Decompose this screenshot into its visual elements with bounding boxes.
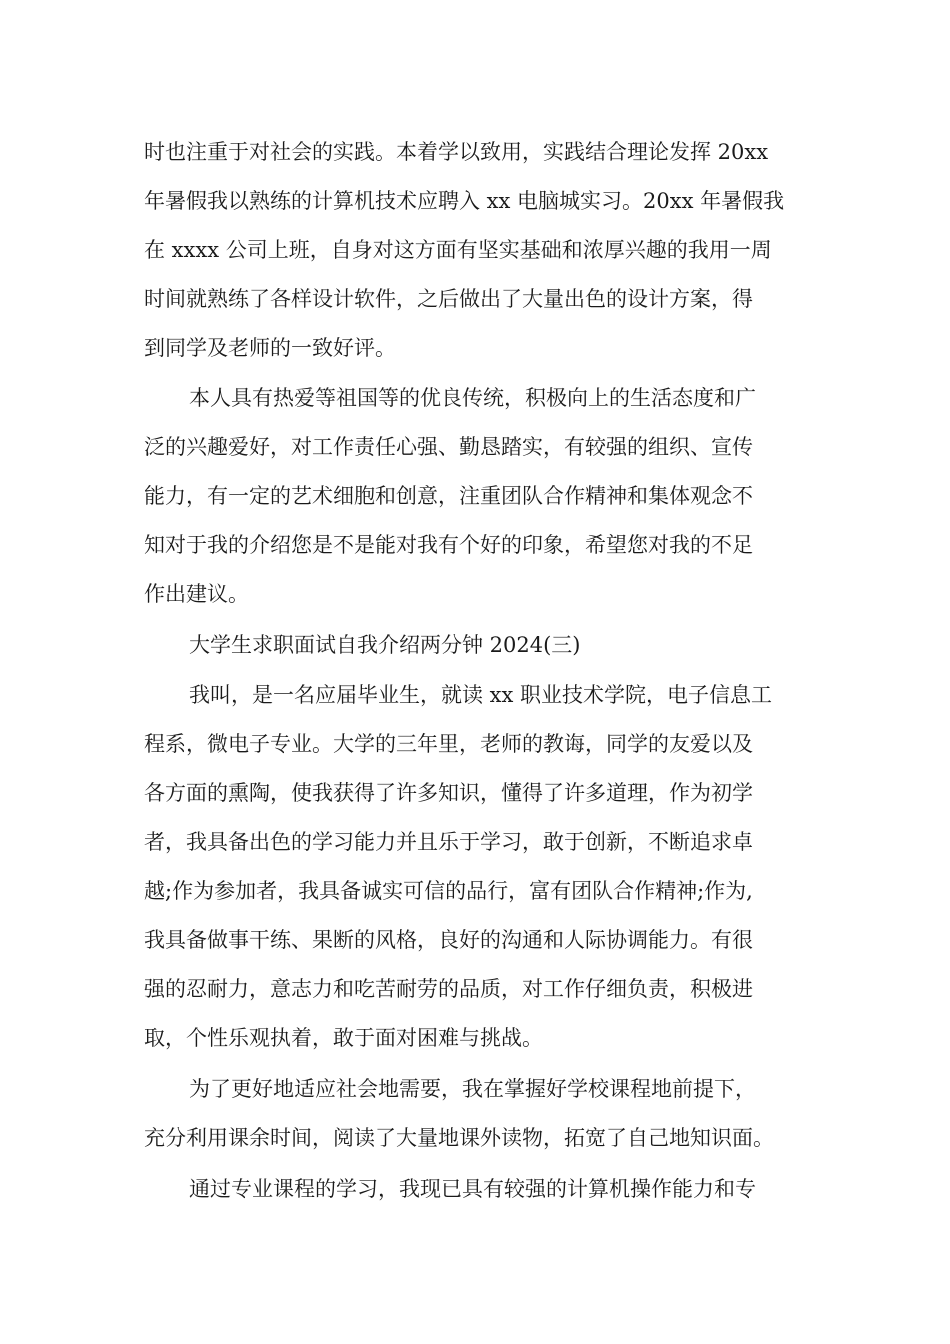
text-line: 强的忍耐力，意志力和吃苦耐劳的品质，对工作仔细负责，积极进 <box>144 977 753 1001</box>
text-line: 在 xxxx 公司上班，自身对这方面有坚实基础和浓厚兴趣的我用一周 <box>144 238 772 262</box>
text-line: 越;作为参加者，我具备诚实可信的品行，富有团队合作精神;作为, <box>144 879 753 903</box>
text-line: 各方面的熏陶，使我获得了许多知识，懂得了许多道理，作为初学 <box>144 781 753 805</box>
paragraph-first-line: 我叫，是一名应届毕业生，就读 xx 职业技术学院，电子信息工 <box>189 683 773 707</box>
text-line: 时也注重于对社会的实践。本着学以致用，实践结合理论发挥 20xx <box>144 140 769 164</box>
paragraph-first-line: 为了更好地适应社会地需要，我在掌握好学校课程地前提下， <box>189 1077 756 1101</box>
text-line: 作出建议。 <box>144 582 249 606</box>
text-line: 充分利用课余时间，阅读了大量地课外读物，拓宽了自己地知识面。 <box>144 1126 774 1150</box>
text-line: 者，我具备出色的学习能力并且乐于学习，敢于创新，不断追求卓 <box>144 830 753 854</box>
text-line: 年暑假我以熟练的计算机技术应聘入 xx 电脑城实习。20xx 年暑假我 <box>144 189 785 213</box>
paragraph-first-line: 通过专业课程的学习，我现已具有较强的计算机操作能力和专 <box>189 1177 756 1201</box>
text-line: 程系，微电子专业。大学的三年里，老师的教诲，同学的友爱以及 <box>144 732 753 756</box>
text-line: 泛的兴趣爱好，对工作责任心强、勤恳踏实，有较强的组织、宣传 <box>144 435 753 459</box>
section-heading: 大学生求职面试自我介绍两分钟 2024(三) <box>189 633 581 657</box>
text-line: 能力，有一定的艺术细胞和创意，注重团队合作精神和集体观念不 <box>144 484 753 508</box>
text-line: 时间就熟练了各样设计软件，之后做出了大量出色的设计方案，得 <box>144 287 753 311</box>
text-line: 取，个性乐观执着，敢于面对困难与挑战。 <box>144 1026 543 1050</box>
text-line: 我具备做事干练、果断的风格，良好的沟通和人际协调能力。有很 <box>144 928 753 952</box>
text-line: 到同学及老师的一致好评。 <box>144 336 396 360</box>
paragraph-first-line: 本人具有热爱等祖国等的优良传统，积极向上的生活态度和广 <box>189 386 756 410</box>
text-line: 知对于我的介绍您是不是能对我有个好的印象，希望您对我的不足 <box>144 533 753 557</box>
